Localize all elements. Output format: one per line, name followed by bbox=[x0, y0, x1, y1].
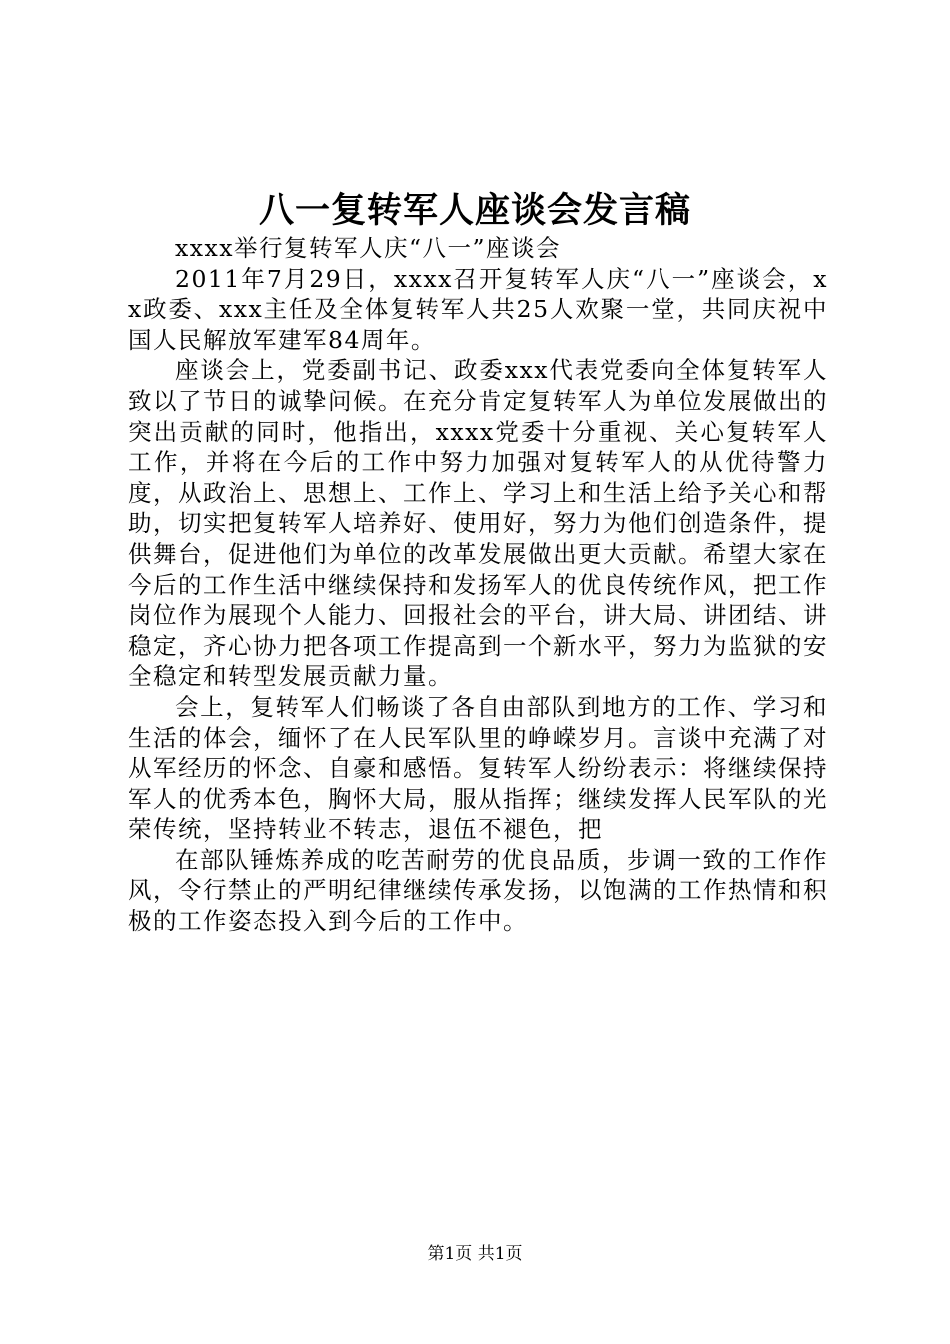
document-title: 八一复转军人座谈会发言稿 bbox=[258, 190, 691, 231]
paragraph-4: 在部队锤炼养成的吃苦耐劳的优良品质，步调一致的工作作风，令行禁止的严明纪律继续传承发扬，以饱满的工作热情和积极的工作姿态投入到今后的工作中。 bbox=[128, 845, 828, 936]
page-number-footer: 第1页 共1页 bbox=[427, 1244, 523, 1264]
paragraph-1: 2011年7月29日，xxxx召开复转军人庆“八一”座谈会，xx政委、xxx主任及全体复转军人共25人欢聚一堂，共同庆祝中国人民解放军建军84周年。 bbox=[128, 264, 828, 354]
document-body bbox=[128, 233, 828, 937]
paragraph-3: 会上，复转军人们畅谈了各自由部队到地方的工作、学习和生活的体会，缅怀了在人民军队里的峥嵘岁月。言谈中充满了对从军经历的怀念、自豪和感悟。复转军人纷纷表示：将继续保持军人的优秀本色，胸怀大局，服从指挥；继续发挥人民军队的光荣传统，坚持转业不转志，退伍不褪色，把 bbox=[128, 692, 828, 844]
paragraph-headline: xxxx举行复转军人庆“八一”座谈会 bbox=[175, 234, 562, 262]
paragraph-2: 座谈会上，党委副书记、政委xxx代表党委向全体复转军人致以了节日的诚挚问候。在充分肯定复转军人为单位发展做出的突出贡献的同时，他指出，xxxx党委十分重视、关心复转军人工作，并将在今后的工作中努力加强对复转军人的从优待警力度，从政治上、思想上、工作上、学习上和生活上给予关心和帮助，切实把复转军人培养好、使用好，努力为他们创造条件，提供舞台，促进他们为单位的改革发展做出更大贡献。希望大家在今后的工作生活中继续保持和发扬军人的优良传统作风，把工作岗位作为展现个人能力、回报社会的平台，讲大局、讲团结、讲稳定，齐心协力把各项工作提高到一个新水平，努力为监狱的安全稳定和转型发展贡献力量。 bbox=[128, 356, 828, 691]
